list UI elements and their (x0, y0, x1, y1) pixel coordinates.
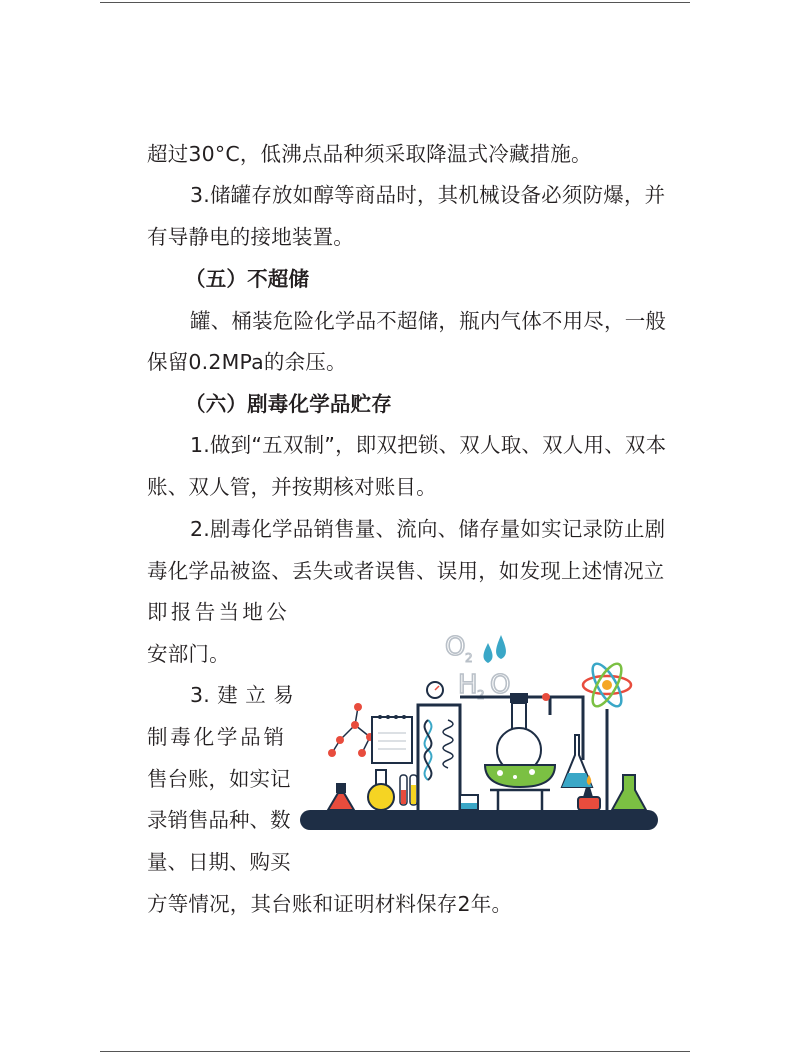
water-drop-icon (496, 635, 506, 659)
dna-helix-icon (425, 720, 432, 780)
text-line-10: 2.剧毒化学品销售量、流向、储存量如实记录防止剧 (190, 517, 666, 541)
o2-letter: O (445, 632, 466, 662)
atom-icon (583, 660, 631, 711)
water-drop-icon (483, 643, 492, 663)
bubble (529, 769, 535, 775)
text-line-16: 售台账，如实记 (147, 767, 291, 791)
section-heading-5: （五）不超储 (185, 267, 310, 291)
text-line-9: 账、双人管，并按期核对账目。 (147, 475, 437, 499)
text-line-3: 有导静电的接地装置。 (147, 225, 354, 249)
text-line-17: 录销售品种、数 (147, 808, 291, 832)
text-line-5: 罐、桶装危险化学品不超储，瓶内气体不用尽，一般 (190, 309, 667, 333)
o2-subscript: 2 (465, 651, 473, 665)
bubble (513, 775, 517, 779)
beaker-icon (460, 795, 478, 810)
text-line-8: 1.做到“五双制”，即双把锁、双人取、双人用、双本 (190, 433, 667, 457)
text-line-2: 3.储罐存放如醇等商品时，其机械设备必须防爆，并 (190, 183, 666, 207)
green-flask-icon (612, 775, 646, 810)
text-line-15: 制毒化学品销 (147, 725, 284, 749)
text-line-11: 毒化学品被盗、丢失或者误售、误用，如发现上述情况立 (147, 559, 665, 583)
condenser-coil (443, 720, 453, 768)
text-line-18: 量、日期、购买 (147, 850, 291, 874)
round-flask-icon (497, 693, 541, 772)
section-heading-6: （六）剧毒化学品贮存 (185, 392, 392, 416)
lab-bench (300, 810, 658, 830)
text-line-6: 保留0.2MPa的余压。 (147, 350, 347, 374)
test-tube-rack-icon (400, 775, 417, 805)
text-line-13: 安部门。 (147, 642, 230, 666)
green-dish-icon (485, 765, 555, 787)
bubble (497, 770, 503, 776)
tripod-stand (490, 790, 550, 810)
notepad-icon (372, 717, 412, 763)
text-line-19: 方等情况，其台账和证明材料保存2年。 (147, 892, 513, 916)
bottom-rule (100, 1051, 690, 1052)
text-line-12: 即报告当地公 (147, 600, 287, 624)
yellow-flask-icon (368, 770, 394, 810)
valve-icon (542, 693, 550, 701)
text-line-1: 超过30°C，低沸点品种须采取降温式冷藏措施。 (147, 142, 592, 166)
conical-flask-red-icon (328, 783, 354, 810)
molecule-network-icon (332, 707, 370, 753)
h2o-o-letter: O (490, 670, 511, 700)
top-rule (100, 2, 690, 3)
h2o-subscript: 2 (477, 688, 485, 702)
chemistry-lab-illustration (300, 625, 660, 835)
h2o-h-letter: H (458, 670, 478, 700)
text-line-14: 3.建立易 (190, 683, 294, 707)
